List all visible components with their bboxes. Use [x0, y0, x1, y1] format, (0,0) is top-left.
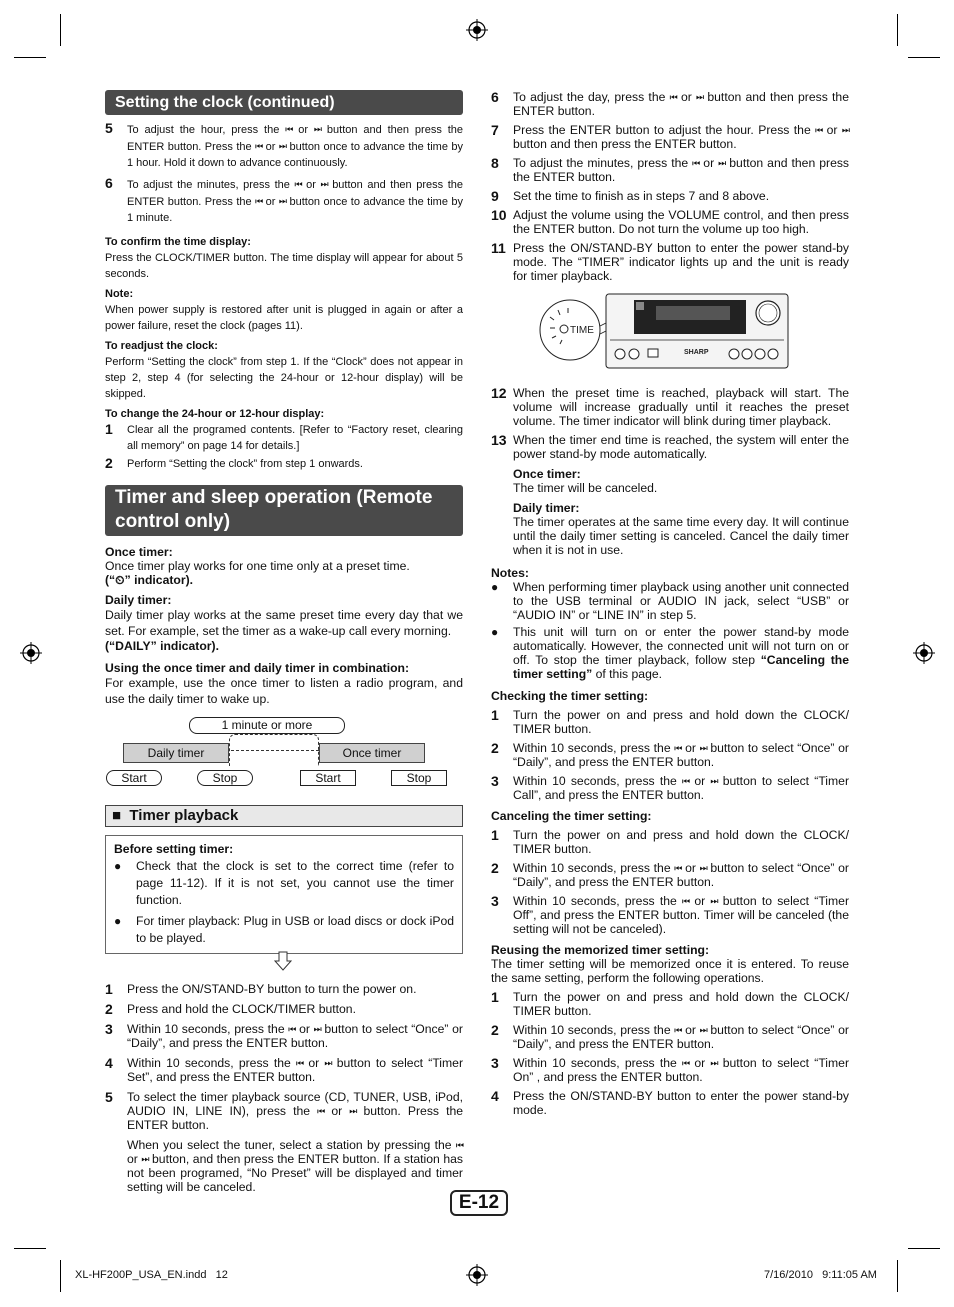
timer-playback-section: [105, 805, 463, 954]
skip-back-icon: ⏮: [296, 1058, 304, 1068]
note-label: Note:: [105, 288, 134, 300]
clock-step-6: 6 To adjust the minutes, press the ⏮ or ⏭ button and then press the ENTER button. Press the ⏮ or ⏭ button once to advance the time by 1 minute.: [105, 175, 464, 224]
bullet-icon: ●: [114, 859, 122, 873]
checking-step-2: 2 Within 10 seconds, press the ⏮ or ⏭ button to select “Once” or “Daily”, and press the ENTER button.: [491, 740, 849, 769]
tuner-note: When you select the tuner, select a station by pressing the ⏮ or ⏭ button, and then press the ENTER button. If a station has not been programed, “No Preset” will be displayed and timer setting will be canceled.: [127, 1138, 463, 1194]
change-step-2: 2 Perform “Setting the clock” from step 1 onwards.: [105, 455, 363, 471]
playback-step-5: 5 To select the timer playback source (CD, TUNER, USB, iPod, AUDIO IN, LINE IN), press the ⏮ or ⏭ button. Press the ENTER button.: [105, 1089, 464, 1132]
daily-timer-end-label: Daily timer:: [513, 501, 580, 515]
skip-back-icon: ⏮: [294, 179, 302, 189]
skip-forward-icon: ⏭: [349, 1106, 357, 1116]
footer-file-name: XL-HF200P_USA_EN.indd 12: [75, 1269, 228, 1281]
combo-label: Using the once timer and daily timer in combination:: [105, 661, 410, 675]
skip-back-icon: ⏮: [255, 141, 263, 151]
reusing-text: The timer setting will be memorized once it is entered. To reuse the same setting, perform the following operations.: [491, 957, 849, 985]
skip-back-icon: ⏮: [682, 776, 690, 786]
confirm-label: To confirm the time display:: [105, 236, 251, 248]
left-column: [105, 90, 463, 707]
reusing-step-4: 4 Press the ON/STAND-BY button to enter the power stand-by mode.: [491, 1088, 849, 1117]
right-step-6: 6 To adjust the day, press the ⏮ or ⏭ button and then press the ENTER button.: [491, 89, 849, 118]
bullet-icon: ●: [491, 580, 499, 594]
canceling-step-2: 2 Within 10 seconds, press the ⏮ or ⏭ button to select “Once” or “Daily”, and press the ENTER button.: [491, 860, 849, 889]
skip-forward-icon: ⏭: [278, 141, 287, 151]
skip-forward-icon: ⏭: [710, 776, 718, 786]
registration-mark-icon: [466, 19, 488, 41]
stereo-unit-illustration: [534, 292, 790, 372]
skip-forward-icon: ⏭: [324, 1058, 332, 1068]
right-step-8: 8 To adjust the minutes, press the ⏮ or ⏭ button and then press the ENTER button.: [491, 155, 850, 184]
crop-mark: [908, 1248, 940, 1249]
playback-step-3: 3 Within 10 seconds, press the ⏮ or ⏭ button to select “Once” or “Daily”, and press the ENTER button.: [105, 1021, 463, 1050]
checking-label: Checking the timer setting:: [491, 689, 649, 703]
skip-forward-icon: ⏭: [141, 1154, 149, 1164]
playback-step-2: 2 Press and hold the CLOCK/TIMER button.: [105, 1001, 356, 1017]
once-timer-indicator: (“⏲” indicator).: [105, 573, 194, 587]
timer-indicator-text: TIME: [570, 325, 594, 336]
note-item: ● When performing timer playback using another unit connected to the USB terminal or AUDIO IN jack, select “USB” or “AUDIO IN” or “LINE IN” in step 5.: [491, 580, 849, 622]
skip-back-icon: ⏮: [255, 196, 263, 206]
skip-back-icon: ⏮: [674, 863, 682, 873]
before-setting-box: [105, 835, 463, 954]
bullet-icon: ●: [114, 914, 122, 928]
skip-forward-icon: ⏭: [710, 896, 718, 906]
timer-diagram: [105, 716, 463, 788]
right-step-7: 7 Press the ENTER button to adjust the hour. Press the ⏮ or ⏭ button and then press the ENTER button.: [491, 122, 849, 151]
skip-forward-icon: ⏭: [696, 92, 704, 102]
playback-steps: [105, 977, 463, 1194]
registration-mark-icon: [913, 642, 935, 664]
skip-forward-icon: ⏭: [699, 1025, 707, 1035]
right-step-9: 9 Set the time to finish as in steps 7 and 8 above.: [491, 188, 770, 204]
right-step-11: 11 Press the ON/STAND-BY button to enter the power stand-by mode. The “TIMER” indicator lights up and the unit is ready for timer playback.: [491, 240, 849, 283]
daily-timer-indicator: (“DAILY” indicator).: [105, 639, 219, 653]
daily-timer-bar: Daily timer: [123, 743, 229, 763]
crop-mark: [60, 14, 61, 46]
once-stop-label: Stop: [391, 770, 447, 786]
before-item: ● For timer playback: Plug in USB or load discs or dock iPod to be played.: [114, 914, 454, 945]
registration-mark-icon: [466, 1264, 488, 1286]
right-column: [491, 88, 849, 283]
skip-forward-icon: ⏭: [278, 196, 287, 206]
gap-label: 1 minute or more: [189, 717, 345, 734]
crop-mark: [897, 1260, 898, 1292]
skip-back-icon: ⏮: [692, 158, 700, 168]
daily-stop-label: Stop: [197, 770, 253, 786]
skip-back-icon: ⏮: [682, 1058, 690, 1068]
skip-back-icon: ⏮: [317, 1106, 325, 1116]
skip-forward-icon: ⏭: [320, 179, 328, 189]
canceling-step-3: 3 Within 10 seconds, press the ⏮ or ⏭ button to select “Timer Off”, and press the ENTER button. Timer will be canceled (the setting will not be canceled).: [491, 893, 850, 936]
once-timer-label: Once timer:: [105, 545, 173, 559]
once-timer-bar: Once timer: [319, 743, 425, 763]
playback-step-4: 4 Within 10 seconds, press the ⏮ or ⏭ button to select “Timer Set”, and press the ENTER button.: [105, 1055, 464, 1084]
section-header-timer-playback: ■ Timer playback: [105, 805, 463, 827]
skip-forward-icon: ⏭: [841, 125, 849, 135]
skip-back-icon: ⏮: [674, 743, 682, 753]
reusing-step-3: 3 Within 10 seconds, press the ⏮ or ⏭ button to select “Timer On” , and press the ENTER button.: [491, 1055, 850, 1084]
change-display-label: To change the 24-hour or 12-hour display:: [105, 408, 325, 420]
daily-timer-label: Daily timer:: [105, 593, 172, 607]
reusing-label: Reusing the memorized timer setting:: [491, 943, 710, 957]
page-number: E-12: [450, 1190, 508, 1216]
right-column-lower: [491, 381, 849, 1117]
canceling-step-1: 1 Turn the power on and press and hold down the CLOCK/ TIMER button.: [491, 827, 849, 856]
reusing-step-1: 1 Turn the power on and press and hold down the CLOCK/ TIMER button.: [491, 989, 849, 1018]
checking-step-1: 1 Turn the power on and press and hold down the CLOCK/ TIMER button.: [491, 707, 849, 736]
note-text: When power supply is restored after unit is plugged in again or after a power failure, reset the clock (pages 11).: [105, 304, 463, 332]
daily-start-label: Start: [106, 770, 162, 786]
confirm-text: Press the CLOCK/TIMER button. The time display will appear for about 5 seconds.: [105, 252, 463, 280]
once-timer-end-text: The timer will be canceled.: [513, 481, 658, 495]
crop-mark: [897, 14, 898, 46]
crop-mark: [60, 1260, 61, 1292]
clock-step-5: 5 To adjust the hour, press the ⏮ or ⏭ button and then press the ENTER button. Press the ⏮ or ⏭ button once to advance the time by 1 hour. Hold it down to advance continuously.: [105, 120, 464, 169]
crop-mark: [14, 1248, 46, 1249]
footer-timestamp: 7/16/2010 9:11:05 AM: [764, 1269, 877, 1281]
crop-mark: [908, 57, 940, 58]
skip-back-icon: ⏮: [288, 1024, 296, 1034]
skip-forward-icon: ⏭: [313, 124, 322, 134]
crop-mark: [14, 57, 46, 58]
readjust-label: To readjust the clock:: [105, 340, 218, 352]
once-timer-text: Once timer play works for one time only at a preset time.: [105, 559, 410, 573]
skip-forward-icon: ⏭: [718, 158, 726, 168]
skip-forward-icon: ⏭: [313, 1024, 321, 1034]
once-start-label: Start: [300, 770, 356, 786]
before-setting-label: Before setting timer:: [114, 842, 234, 856]
skip-back-icon: ⏮: [674, 1025, 682, 1035]
skip-forward-icon: ⏭: [699, 863, 707, 873]
skip-back-icon: ⏮: [669, 92, 677, 102]
square-bullet-icon: ■: [112, 807, 122, 824]
combo-text: For example, use the once timer to listen a radio program, and use the daily timer to wake up.: [105, 676, 463, 706]
note-item: ● This unit will turn on or enter the power stand-by mode automatically. However, the connected unit will not turn on or off. To stop the timer playback, follow step “Canceling the timer setting” of this page.: [491, 625, 849, 681]
readjust-text: Perform “Setting the clock” from step 1. If the “Clock” does not appear in step 2, step 4 (for selecting the 24-hour or 12-hour display) will be skipped.: [105, 356, 463, 400]
change-step-1: 1 Clear all the programed contents. [Refer to “Factory reset, clearing all memory” on page 14 for details.]: [105, 421, 463, 452]
gap-dash: [231, 750, 319, 751]
before-item: ● Check that the clock is set to the correct time (refer to page 11-12). If it is not set, you cannot use the timer function.: [114, 859, 454, 907]
checking-step-3: 3 Within 10 seconds, press the ⏮ or ⏭ button to select “Timer Call”, and press the ENTER button.: [491, 773, 850, 802]
canceling-label: Canceling the timer setting:: [491, 809, 652, 823]
skip-back-icon: ⏮: [285, 124, 293, 134]
right-step-12: 12 When the preset time is reached, playback will start. The volume will increase gradually until it reaches the preset volume. The timer indicator will blink during timer playback.: [491, 385, 849, 428]
registration-mark-icon: [20, 642, 42, 664]
brand-logo: SHARP: [684, 349, 709, 356]
skip-back-icon: ⏮: [455, 1140, 463, 1150]
reusing-step-2: 2 Within 10 seconds, press the ⏮ or ⏭ button to select “Once” or “Daily”, and press the ENTER button.: [491, 1022, 849, 1051]
daily-timer-text: Daily timer play works at the same preset time every day that we set. For example, set the timer as a wake-up call every morning.: [105, 608, 463, 638]
right-step-13: 13 When the timer end time is reached, the system will enter the power stand-by mode automatically.: [491, 432, 849, 461]
daily-timer-end-text: The timer operates at the same time every day. It will continue until the daily timer setting is canceled. Cancel the daily timer when it is not in use.: [513, 515, 849, 557]
skip-forward-icon: ⏭: [699, 743, 707, 753]
right-step-10: 10 Adjust the volume using the VOLUME control, and then press the ENTER button. Do not turn the volume up too high.: [491, 207, 849, 236]
skip-forward-icon: ⏭: [710, 1058, 718, 1068]
section-header-setting-clock: Setting the clock (continued): [105, 90, 463, 115]
skip-back-icon: ⏮: [815, 125, 823, 135]
playback-step-1: 1 Press the ON/STAND-BY button to turn the power on.: [105, 981, 417, 997]
bullet-icon: ●: [491, 625, 499, 639]
once-timer-end-label: Once timer:: [513, 467, 581, 481]
notes-label: Notes:: [491, 566, 529, 580]
section-header-timer-sleep: Timer and sleep operation (Remote control only): [105, 485, 463, 536]
down-arrow-icon: [274, 951, 292, 971]
skip-back-icon: ⏮: [682, 896, 690, 906]
